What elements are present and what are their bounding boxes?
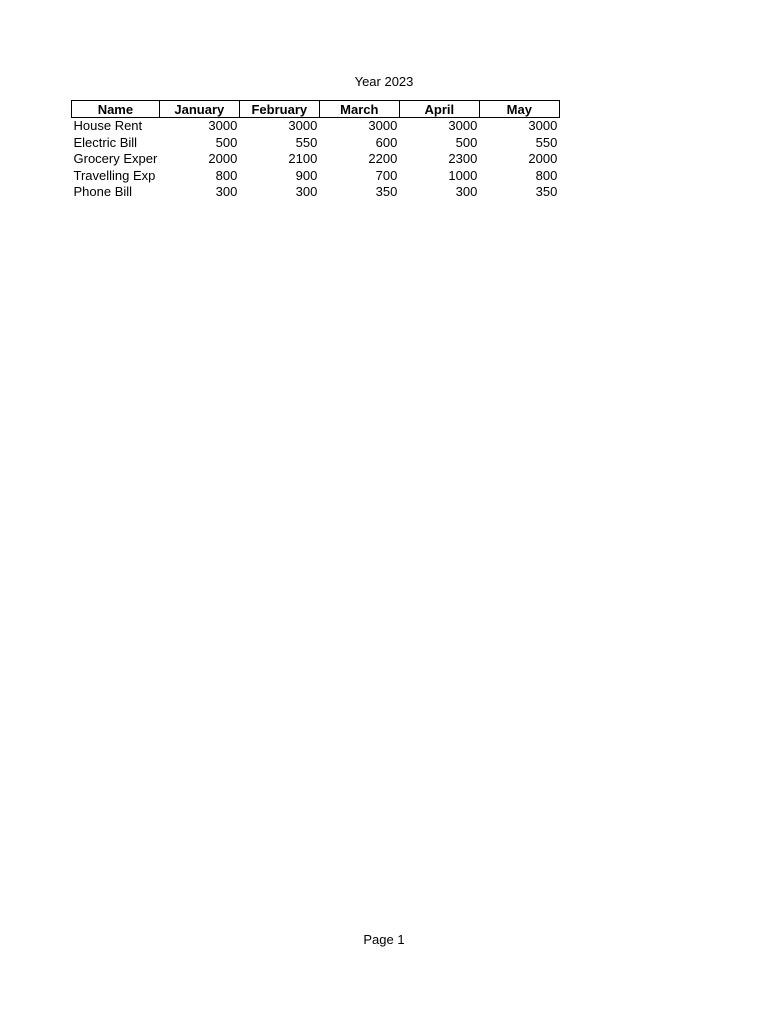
- cell-value: 1000: [448, 167, 478, 183]
- row-name: Phone Bill: [73, 184, 133, 200]
- cell-value: 550: [535, 134, 558, 150]
- cell-value: 3000: [448, 118, 478, 134]
- header-january: January: [159, 101, 239, 118]
- table-row: [72, 118, 560, 135]
- row-name: Electric Bill: [73, 134, 138, 150]
- cell-value: 300: [215, 184, 238, 200]
- cell-value: 600: [375, 134, 398, 150]
- cell-value: 500: [455, 134, 478, 150]
- cell-value: 500: [215, 134, 238, 150]
- cell-value: 350: [535, 184, 558, 200]
- table-row: [72, 168, 560, 185]
- row-name: Grocery Exper: [73, 151, 158, 167]
- table-row: [72, 184, 560, 201]
- table-row: [72, 135, 560, 152]
- cell-value: 3000: [528, 118, 558, 134]
- header-february: February: [239, 101, 319, 118]
- cell-value: 300: [455, 184, 478, 200]
- cell-value: 800: [535, 167, 558, 183]
- table-row: [72, 151, 560, 168]
- header-march: March: [319, 101, 399, 118]
- row-name: House Rent: [73, 118, 143, 134]
- table-header-row: [72, 101, 560, 118]
- expense-table: [71, 100, 560, 201]
- row-name: Travelling Exp: [73, 167, 156, 183]
- cell-value: 350: [375, 184, 398, 200]
- cell-value: 2200: [368, 151, 398, 167]
- cell-value: 700: [375, 167, 398, 183]
- cell-value: 2300: [448, 151, 478, 167]
- cell-value: 800: [215, 167, 238, 183]
- cell-value: 2000: [528, 151, 558, 167]
- page-number: Page 1: [363, 932, 405, 947]
- cell-value: 550: [295, 134, 318, 150]
- cell-value: 300: [295, 184, 318, 200]
- header-name: Name: [72, 101, 160, 118]
- cell-value: 2000: [208, 151, 238, 167]
- header-april: April: [399, 101, 479, 118]
- cell-value: 3000: [368, 118, 398, 134]
- header-may: May: [479, 101, 559, 118]
- cell-value: 3000: [208, 118, 238, 134]
- cell-value: 3000: [288, 118, 318, 134]
- sheet-title: Year 2023: [354, 74, 414, 89]
- cell-value: 900: [295, 167, 318, 183]
- cell-value: 2100: [288, 151, 318, 167]
